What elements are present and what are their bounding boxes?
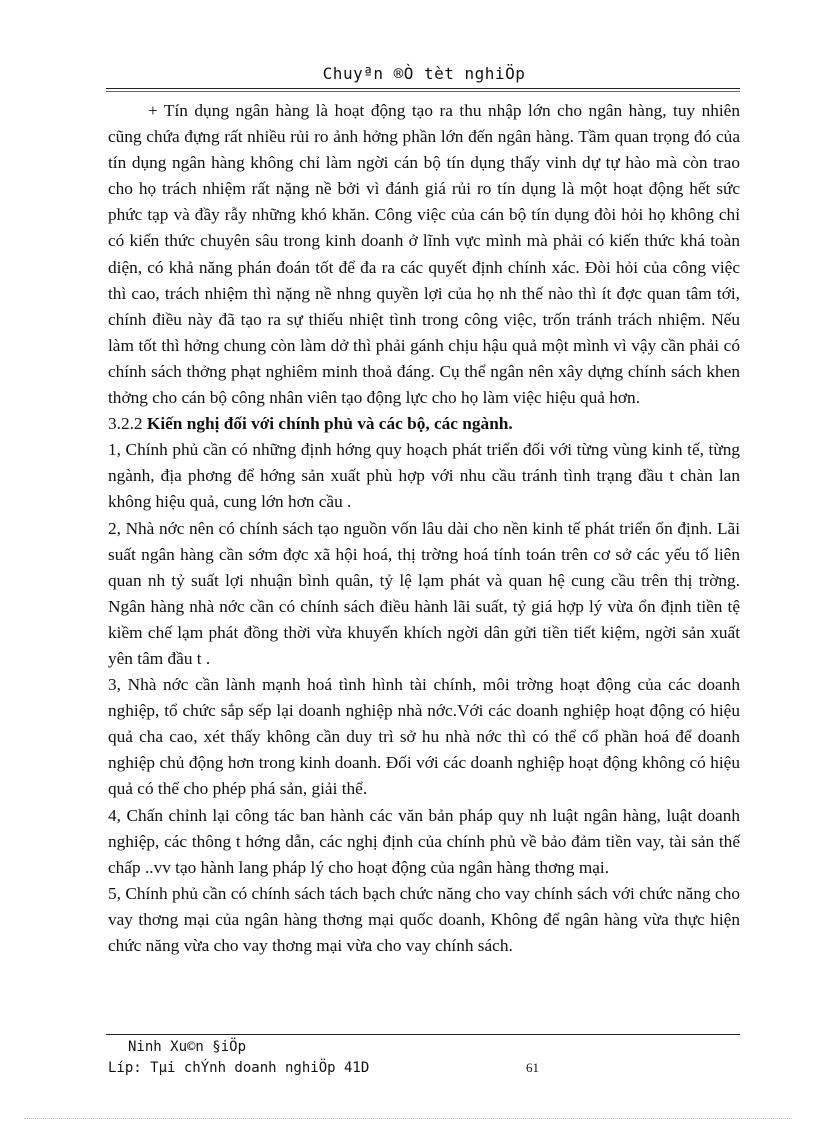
header-divider-secondary [106, 91, 740, 92]
footer-class: Líp: Tµi chÝnh doanh nghiÖp 41D [108, 1060, 370, 1076]
recommendation-item: 4, Chấn chỉnh lại công tác ban hành các văn bản pháp quy nh luật ngân hàng, luật doanh nghiệp, các thông t hớng dẫn, các nghị định của chính phủ về bảo đảm tiền vay, tài sản thế chấp ..vv tạo hành lang pháp lý cho hoạt động của ngân hàng thơng mại. [108, 805, 740, 877]
header-divider [106, 88, 740, 89]
recommendation-item: 5, Chính phủ cần có chính sách tách bạch chức năng cho vay chính sách với chức năng cho vay thơng mại của ngân hàng thơng mại quốc doanh, Không để ngân hàng vừa thực hiện chức năng vừa cho vay thơng mại vừa cho vay chính sách. [108, 883, 740, 955]
page-header-title: Chuyªn ®Ò tèt nghiÖp [322, 64, 526, 83]
recommendation-item: 1, Chính phủ cần có những định hớng quy hoạch phát triển đối với từng vùng kinh tế, từng ngành, địa phơng để hớng sản xuất phù hợp với nhu cầu tránh tình trạng đầu t chàn lan không hiệu quả, cung lớn hơn cầu . [108, 440, 740, 512]
section-heading [108, 411, 740, 437]
page-number: 61 [526, 1060, 539, 1075]
section-title: Kiến nghị đối với chính phủ và các bộ, các ngành. [146, 414, 513, 434]
recommendation-item: 3, Nhà nớc cần lành mạnh hoá tình hình tài chính, môi trờng hoạt động của các doanh nghiệp, tổ chức sắp sếp lại doanh nghiệp nhà nớc.Với các doanh nghiệp hoạt động có hiệu quả cha cao, xét thấy không cần duy trì sở hu nhà nớc thì có thể cổ phần hoá để doanh nghiệp chủ động hơn trong kinh doanh. Đối với các doanh nghiệp hoạt động không có hiệu quả có thể cho phép phá sản, giải thể. [108, 675, 740, 799]
footer-divider [106, 1034, 740, 1035]
section-number: 3.2.2 [108, 414, 143, 434]
body-paragraph: + Tín dụng ngân hàng là hoạt động tạo ra thu nhập lớn cho ngân hàng, tuy nhiên cũng chứa đựng rất nhiều rủi ro ảnh hởng phần lớn đến ngân hàng. Tầm quan trọng đó của tín dụng ngân hàng không chỉ làm ngời cán bộ tín dụng thấy vinh dự tự hào mà còn trao cho họ trách nhiệm rất nặng nề bởi vì đánh giá rủi ro tín dụng là một hoạt động hết sức phức tạp và đầy rẫy những khó khăn. Công việc của cán bộ tín dụng đòi hỏi họ không chỉ có kiến thức chuyên sâu trong kinh doanh ở lĩnh vực mình mà phải có kiến thức khá toàn diện, có khả năng phán đoán tốt để đa ra các quyết định chính xác. Đòi hỏi của công việc thì cao, trách nhiệm thì nặng nề nhng quyền lợi của họ nh thế nào thì ít đợc quan tâm tới, chính điều này đã tạo ra sự thiếu nhiệt tình trong công việc, trốn tránh trách nhiệm. Nếu làm tốt thì hởng chung còn làm dở thì phải gánh chịu hậu quả một mình vì vậy cần phải có chính sách thởng phạt nghiêm minh thoả đáng. Cụ thể ngân nên xây dựng chính sách khen thởng cho cán bộ công nhân viên tạo động lực cho họ làm việc hiệu quả hơn. [108, 101, 740, 408]
recommendation-item: 2, Nhà nớc nên có chính sách tạo nguồn vốn lâu dài cho nền kinh tế phát triển ổn định. Lãi suất ngân hàng cần sớm đợc xã hội hoá, thị trờng hoá tính toán trên cơ sở các yếu tố liên quan nh tỷ suất lợi nhuận bình quân, tỷ lệ lạm phát và quan hệ cung cầu trên thị trờng. Ngân hàng nhà nớc cần có chính sách điều hành lãi suất, tỷ giá hợp lý vừa ổn định tiền tệ kiềm chế lạm phát đồng thời vừa khuyến khích ngời dân gửi tiền tiết kiệm, ngời sản xuất yên tâm đầu t . [108, 518, 740, 668]
document-body [108, 98, 740, 959]
page-edge-border [24, 1118, 792, 1119]
footer-author: Ninh Xu©n §iÖp [128, 1039, 247, 1055]
